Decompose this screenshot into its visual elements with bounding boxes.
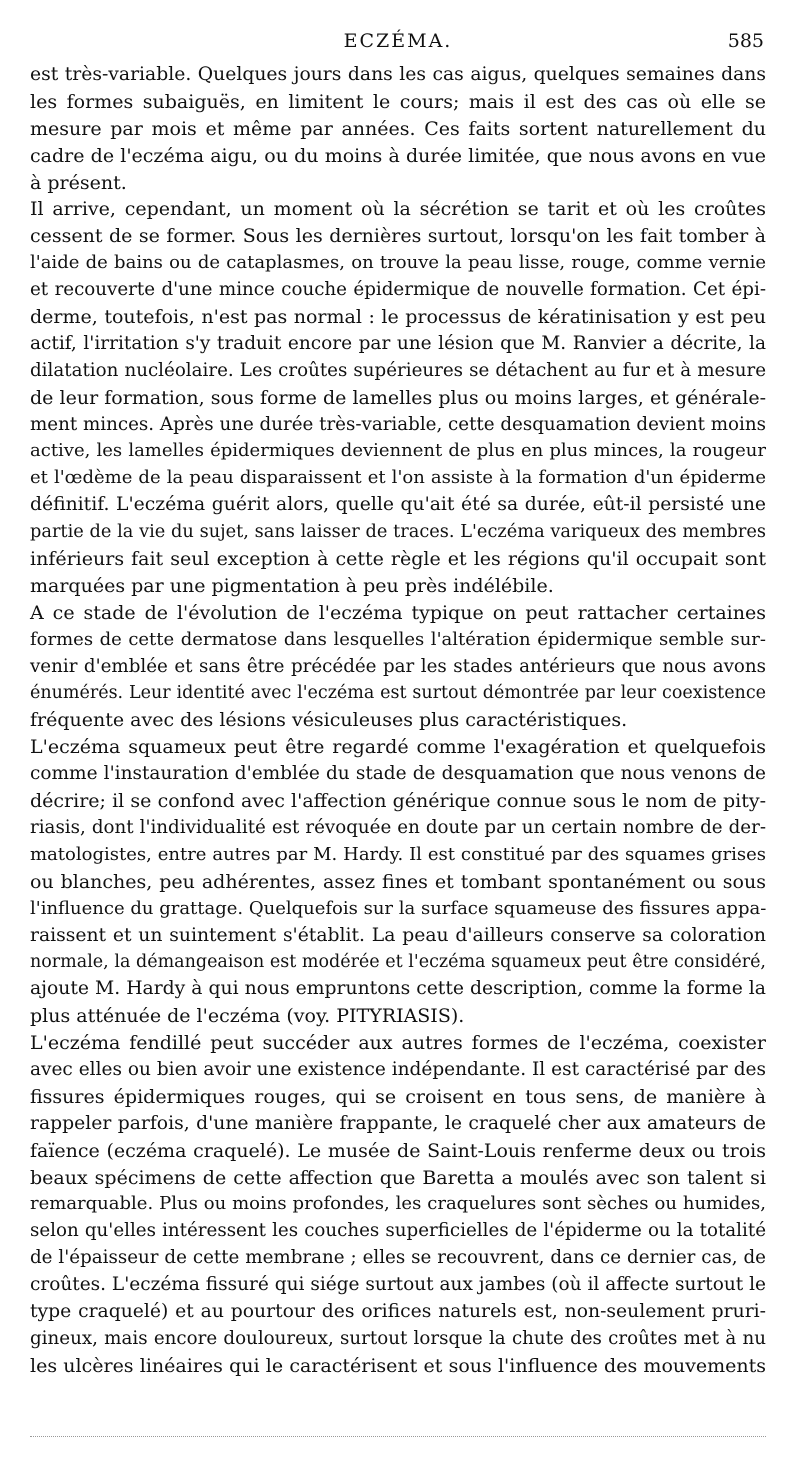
text-line: est très-variable. Quelques jours dans les cas aigus, quelques semaines dans <box>30 64 766 85</box>
text-line: les ulcères linéaires qui le caractérisent et sous l'influence des mouvements <box>30 1354 766 1377</box>
text-line: marquées par une pigmentation à peu près indélébile. <box>30 574 554 597</box>
text-line: active, les lamelles épidermiques deviennent de plus en plus minces, la rougeur <box>30 440 766 462</box>
text-line: normale, la démangeaison est modérée et l'eczéma squameux peut être considéré, <box>30 952 766 973</box>
text-line: selon qu'elles intéressent les couches superficielles de l'épiderme ou la totalité <box>30 1220 766 1242</box>
text-line: Il arrive, cependant, un moment où la sécrétion se tarit et où les croûtes <box>30 198 766 221</box>
text-line: et l'œdème de la peau disparaissent et l'on assiste à la formation d'un épiderme <box>30 467 766 489</box>
text-line: derme, toutefois, n'est pas normal : le processus de kératinisation y est peu <box>30 306 766 329</box>
text-line: cadre de l'eczéma aigu, ou du moins à durée limitée, que nous avons en vue <box>30 144 766 167</box>
text-line: avec elles ou bien avoir une existence indépendante. Il est caractérisé par des <box>30 1058 766 1080</box>
text-line: remarquable. Plus ou moins profondes, les craquelures sont sèches ou humides, <box>30 1193 766 1215</box>
text-line: définitif. L'eczéma guérit alors, quelle qu'ait été sa durée, eût-il persisté une <box>30 494 766 516</box>
text-line: à présent. <box>30 171 127 194</box>
text-line: venir d'emblée et sans être précédée par les stades antérieurs que nous avons <box>30 655 766 677</box>
text-line: décrire; il se confond avec l'affection générique connue sous le nom de pity- <box>30 790 766 813</box>
text-line: raissent et un suintement s'établit. La peau d'ailleurs conserve sa coloration <box>30 924 766 946</box>
text-line: actif, l'irritation s'y traduit encore par une lésion que M. Ranvier a décrite, la <box>30 332 766 354</box>
text-line: rappeler parfois, d'une manière frappante, le craquelé cher aux amateurs de <box>30 1112 766 1134</box>
text-line: l'influence du grattage. Quelquefois sur la surface squameuse des fissures appa- <box>30 897 767 919</box>
text-line: de l'épaisseur de cette membrane ; elles se recouvrent, dans ce dernier cas, de <box>30 1247 766 1269</box>
text-line: dilatation nucléolaire. Les croûtes supérieures se détachent au fur et à mesure <box>30 359 766 381</box>
text-line: comme l'instauration d'emblée du stade de desquamation que nous venons de <box>30 763 766 785</box>
text-line: mesure par mois et même par années. Ces faits sortent naturellement du <box>30 117 766 140</box>
text-line: les formes subaiguës, en limitent le cours; mais il est des cas où elle se <box>30 90 766 113</box>
text-line: fissures épidermiques rouges, qui se croisent en tous sens, de manière à <box>30 1085 766 1108</box>
running-header <box>30 28 766 58</box>
text-line: riasis, dont l'individualité est révoquée en doute par un certain nombre de der- <box>30 816 766 838</box>
text-line: gineux, mais encore douloureux, surtout lorsque la chute des croûtes met à nu <box>30 1327 766 1349</box>
running-title: ECZÉMA. <box>343 30 453 52</box>
text-line: ment minces. Après une durée très-variable, cette desquamation devient moins <box>30 413 766 435</box>
text-line: fréquente avec des lésions vésiculeuses plus caractéristiques. <box>30 709 628 732</box>
text-line: cessent de se former. Sous les dernières surtout, lorsqu'on les fait tomber à <box>30 225 766 248</box>
text-line: l'aide de bains ou de cataplasmes, on trouve la peau lisse, rouge, comme vernie <box>30 252 766 274</box>
text-line: faïence (eczéma craquelé). Le musée de Saint-Louis renferme deux ou trois <box>30 1139 766 1162</box>
text-line: de leur formation, sous forme de lamelles plus ou moins larges, et générale- <box>30 386 766 409</box>
text-line: L'eczéma squameux peut être regardé comme l'exagération et quelquefois <box>30 736 766 759</box>
footer-rule <box>30 1436 766 1437</box>
text-line: croûtes. L'eczéma fissuré qui siége surtout aux jambes (où il affecte surtout le <box>30 1274 766 1296</box>
text-line: et recouverte d'une mince couche épidermique de nouvelle formation. Cet épi- <box>30 279 766 301</box>
text-line: ou blanches, peu adhérentes, assez fines et tombant spontanément ou sous <box>30 870 766 893</box>
text-line: matologistes, entre autres par M. Hardy. Il est constitué par des squames grises <box>30 843 766 865</box>
text-line: inférieurs fait seul exception à cette règle et les régions qu'il occupait sont <box>30 548 766 571</box>
body-text <box>30 62 766 1380</box>
text-line: plus atténuée de l'eczéma (voy. PITYRIASIS). <box>30 1005 465 1028</box>
text-line: partie de la vie du sujet, sans laisser de traces. L'eczéma variqueux des membres <box>30 522 766 543</box>
text-line: A ce stade de l'évolution de l'eczéma typique on peut rattacher certaines <box>30 601 766 624</box>
text-line: beaux spécimens de cette affection que Baretta a moulés avec son talent si <box>30 1166 766 1189</box>
text-line: ajoute M. Hardy à qui nous empruntons cette description, comme la forme la <box>30 978 766 1000</box>
text-line: type craquelé) et au pourtour des orifices naturels est, non-seulement pruri- <box>30 1300 766 1322</box>
text-line: formes de cette dermatose dans lesquelles l'altération épidermique semble sur- <box>30 628 766 650</box>
text-line: L'eczéma fendillé peut succéder aux autres formes de l'eczéma, coexister <box>30 1032 766 1055</box>
page-number: 585 <box>727 30 764 52</box>
text-line: énumérés. Leur identité avec l'eczéma est surtout démontrée par leur coexistence <box>30 683 766 704</box>
